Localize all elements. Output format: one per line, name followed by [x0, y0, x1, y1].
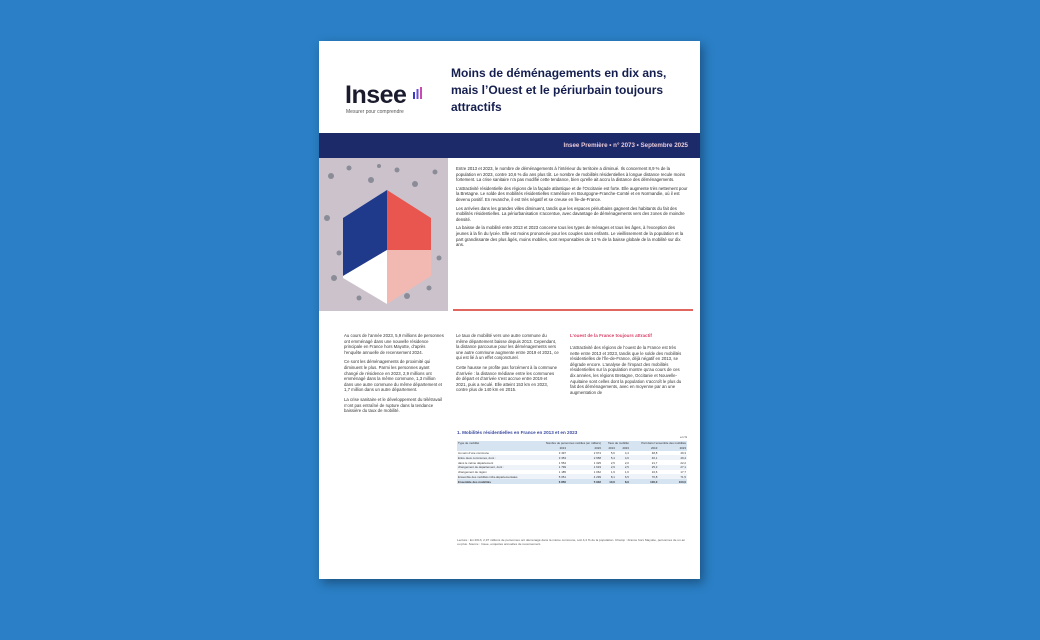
table-cell: 5 051 — [532, 474, 567, 479]
body-paragraph: Ce sont les déménagements de proximité qui diminuent le plus. Parmi les personnes ayant changé de résidence en 2023, 2,9 millions ont emménagé dans la même commune, 1,3 million dans une autre commune du même département et 1,7 million dans un autre département. — [344, 359, 442, 393]
table-cell: 70,8 — [630, 474, 659, 479]
table-header-cell: Nombre de personnes mobiles (en milliers) — [532, 441, 602, 446]
table-cell: 48,8 — [651, 450, 658, 455]
table-year-cell: 2013 — [602, 446, 616, 451]
table-cell: 2 958 — [567, 455, 602, 460]
body-paragraph: Cette hausse ne profite pas forcément à la commune d’arrivée : la distance médiane entre les communes de départ et d’arrivée s’est accrue entre 2019 et 2021, puis a reculé. Elle atteint 153 km en 2023, contre plus de 140 km en 2015. — [456, 364, 558, 393]
table-unit: en % — [680, 435, 687, 439]
table-cell: 2,0 — [624, 460, 629, 465]
table-year-cell: 2023 — [658, 446, 687, 451]
summary-paragraph: L’attractivité résidentielle des régions de la façade atlantique et de l’Occitanie est forte. Elle augmente très nettement pour la Bretagne. Le solde des mobilités résidentielles s’améliore en Bourgogne-Franche-Comté et en Normandie, où il est devenu positif. En revanche, il est très négatif et se creuse en Île-de-France. — [456, 185, 688, 202]
summary-paragraph: Entre 2013 et 2023, le nombre de déménagements à l’intérieur du territoire a diminué. Ils concernent 8,9 % de la population en 2023, contre 10,6 % dix ans plus tôt. Le nombre de mobilités résidentielles à longue distance recule moins fortement. La crise sanitaire n’a pas modifié cette tendance, bien qu’elle ait accru la distance des déménagements. — [456, 166, 686, 183]
table-cell: dans le même département — [458, 460, 494, 465]
body-paragraph: Le taux de mobilité vers une autre commune du même département baisse depuis 2013. Cependant, la distance parcourue pour les déménagements vers une autre commune augmente entre 2019 et 2021, ce qui est lié à un effet conjoncturel. — [456, 333, 559, 361]
table-cell: 1 185 — [558, 470, 567, 475]
cover-illustration — [319, 158, 448, 311]
table-cell: 6 850 — [532, 479, 567, 484]
section-heading: L’ouest de la France toujours attractif — [570, 333, 652, 338]
table-cell: Ensemble des mobilités infra-départementales — [457, 474, 532, 479]
summary-divider — [453, 309, 693, 311]
table-cell: 8,9 — [616, 479, 630, 484]
table-cell: 21,7 — [651, 460, 658, 465]
table-cell: 2,5 — [610, 460, 615, 465]
table-cell: 17,7 — [680, 470, 686, 475]
table-cell: 3 353 — [532, 455, 567, 460]
table-cell: 2 974 — [593, 450, 601, 455]
table-cell: 1 325 — [593, 460, 601, 465]
table-year-cell: 2013 — [532, 446, 567, 451]
logo-bars-icon — [413, 87, 422, 99]
body-column-2 — [456, 333, 559, 397]
table-cell: 25,3 — [630, 465, 659, 470]
table-header-cell: Taux de mobilité — [602, 441, 630, 446]
table-cell: 16,6 — [651, 470, 658, 475]
body-paragraph: L’attractivité des régions de l’ouest de la France est très nette entre 2013 et 2023, tandis que le solde des mobilités résidentielles de l’Île-de-France, déjà négatif en 2013, se dégrade encore. L’analyse de l’impact des mobilités résidentielles sur la population montre qu’au cours de ces dix années, les régions Bretagne, Occitanie et Nouvelle-Aquitaine sont celles dont la population s’accroît le plus du fait des déménagements, avec en moyenne par an une augmentation de — [570, 345, 682, 395]
table-cell: 100,0 — [658, 479, 687, 484]
table-cell: 5,4 — [602, 455, 616, 460]
table-cell: 1 633 — [567, 465, 602, 470]
table-cell: 1 554 — [558, 460, 567, 465]
body-paragraph: La crise sanitaire et le développement du télétravail n’ont pas entraîné de rupture dans la tendance baissière du taux de mobilité. — [344, 396, 442, 414]
logo-tagline: Mesurer pour comprendre — [346, 109, 404, 115]
mobility-table — [457, 435, 687, 484]
table-cell: 49,3 — [680, 450, 686, 455]
table-cell: 22,2 — [680, 460, 686, 465]
table-cell: 4,6 — [616, 455, 630, 460]
table-cell: 1,9 — [610, 470, 615, 475]
table-cell: 71,5 — [658, 474, 687, 479]
table-cell: 1 799 — [532, 465, 567, 470]
table-cell: 4 299 — [567, 474, 602, 479]
table-cell: 1 062 — [593, 470, 601, 475]
table-cell: 5 932 — [567, 479, 602, 484]
table-cell: 5,6 — [610, 450, 615, 455]
table-row — [457, 479, 687, 484]
table-note: Lecture : En 2013, 2,97 millions de personnes ont déménagé dans la même commune, soit 4,4 % de la population. Champ : France hors Mayotte, personnes de un an ou plus. Source : Insee, enquêtes annuelles de recensement. — [457, 538, 686, 547]
insee-logo — [345, 81, 422, 115]
body-column-3 — [570, 333, 682, 399]
summary-paragraph: Les arrivées dans les grandes villes diminuent, tandis que les espaces périurbains gagnent des habitants du fait des mobilités résidentielles. La périurbanisation s’accentue, avec davantage de déménagements vers des zones de moindre densité. — [456, 205, 685, 222]
table-cell: 49,4 — [658, 455, 687, 460]
body-paragraph: Au cours de l’année 2023, 5,9 millions de personnes ont emménagé dans une nouvelle résidence principale en France hors Mayotte, d’après l’enquête annuelle de recensement 2024. — [344, 333, 444, 355]
summary-paragraph: La baisse de la mobilité entre 2013 et 2023 concerne tous les types de ménages et tous les âges, à l’exception des jeunes à la fin du lycée. Elle est moins prononcée pour les couples sans enfants. Le vieillissement de la population et la part grandissante des plus âgés, moins mobiles, sont responsables de 14 % de la baisse globale de la mobilité sur dix ans. — [456, 225, 684, 248]
table-cell: changement de département, dont : — [457, 465, 532, 470]
table-header-cell: Type de mobilité — [457, 441, 532, 446]
document-title: Moins de déménagements en dix ans, mais l’Ouest et le périurbain toujours attractifs — [451, 66, 667, 114]
table-body — [457, 451, 687, 484]
publication-band — [319, 133, 700, 158]
table-cell: Au sein d’une commune — [458, 450, 490, 455]
table-cell: 6,5 — [616, 474, 630, 479]
table-cell: 2,5 — [616, 465, 630, 470]
crowd-house-illustration — [319, 158, 448, 311]
table-cell: 2,9 — [602, 465, 616, 470]
table-cell: changement de région — [458, 470, 487, 475]
summary-text — [456, 166, 688, 251]
table-cell: 3 497 — [558, 450, 567, 455]
table-cell: 100,0 — [630, 479, 659, 484]
table-header-cell: Part dans l’ensemble des mobilités — [630, 441, 687, 446]
table-cell: 27,1 — [658, 465, 687, 470]
body-column-1 — [344, 333, 444, 418]
document-page — [319, 41, 700, 579]
table-year-cell: 2023 — [616, 446, 630, 451]
figure-title: 1. Mobilités résidentielles en France en 2013 et en 2023 — [457, 430, 578, 435]
table-cell: Ensemble des mobilités — [457, 479, 532, 484]
table-year-cell: 2013 — [630, 446, 659, 451]
table-cell: Entre deux communes, dont : — [457, 455, 532, 460]
table-cell: 46,1 — [630, 455, 659, 460]
publication-reference: Insee Première • n° 2073 • Septembre 2025 — [563, 142, 688, 149]
table-cell: 4,4 — [624, 450, 629, 455]
table-cell: 8,1 — [602, 474, 616, 479]
table-cell: 1,6 — [624, 470, 629, 475]
logo-wordmark: Insee — [345, 81, 407, 109]
table-cell: 10,6 — [602, 479, 616, 484]
table-year-cell: 2023 — [567, 446, 602, 451]
